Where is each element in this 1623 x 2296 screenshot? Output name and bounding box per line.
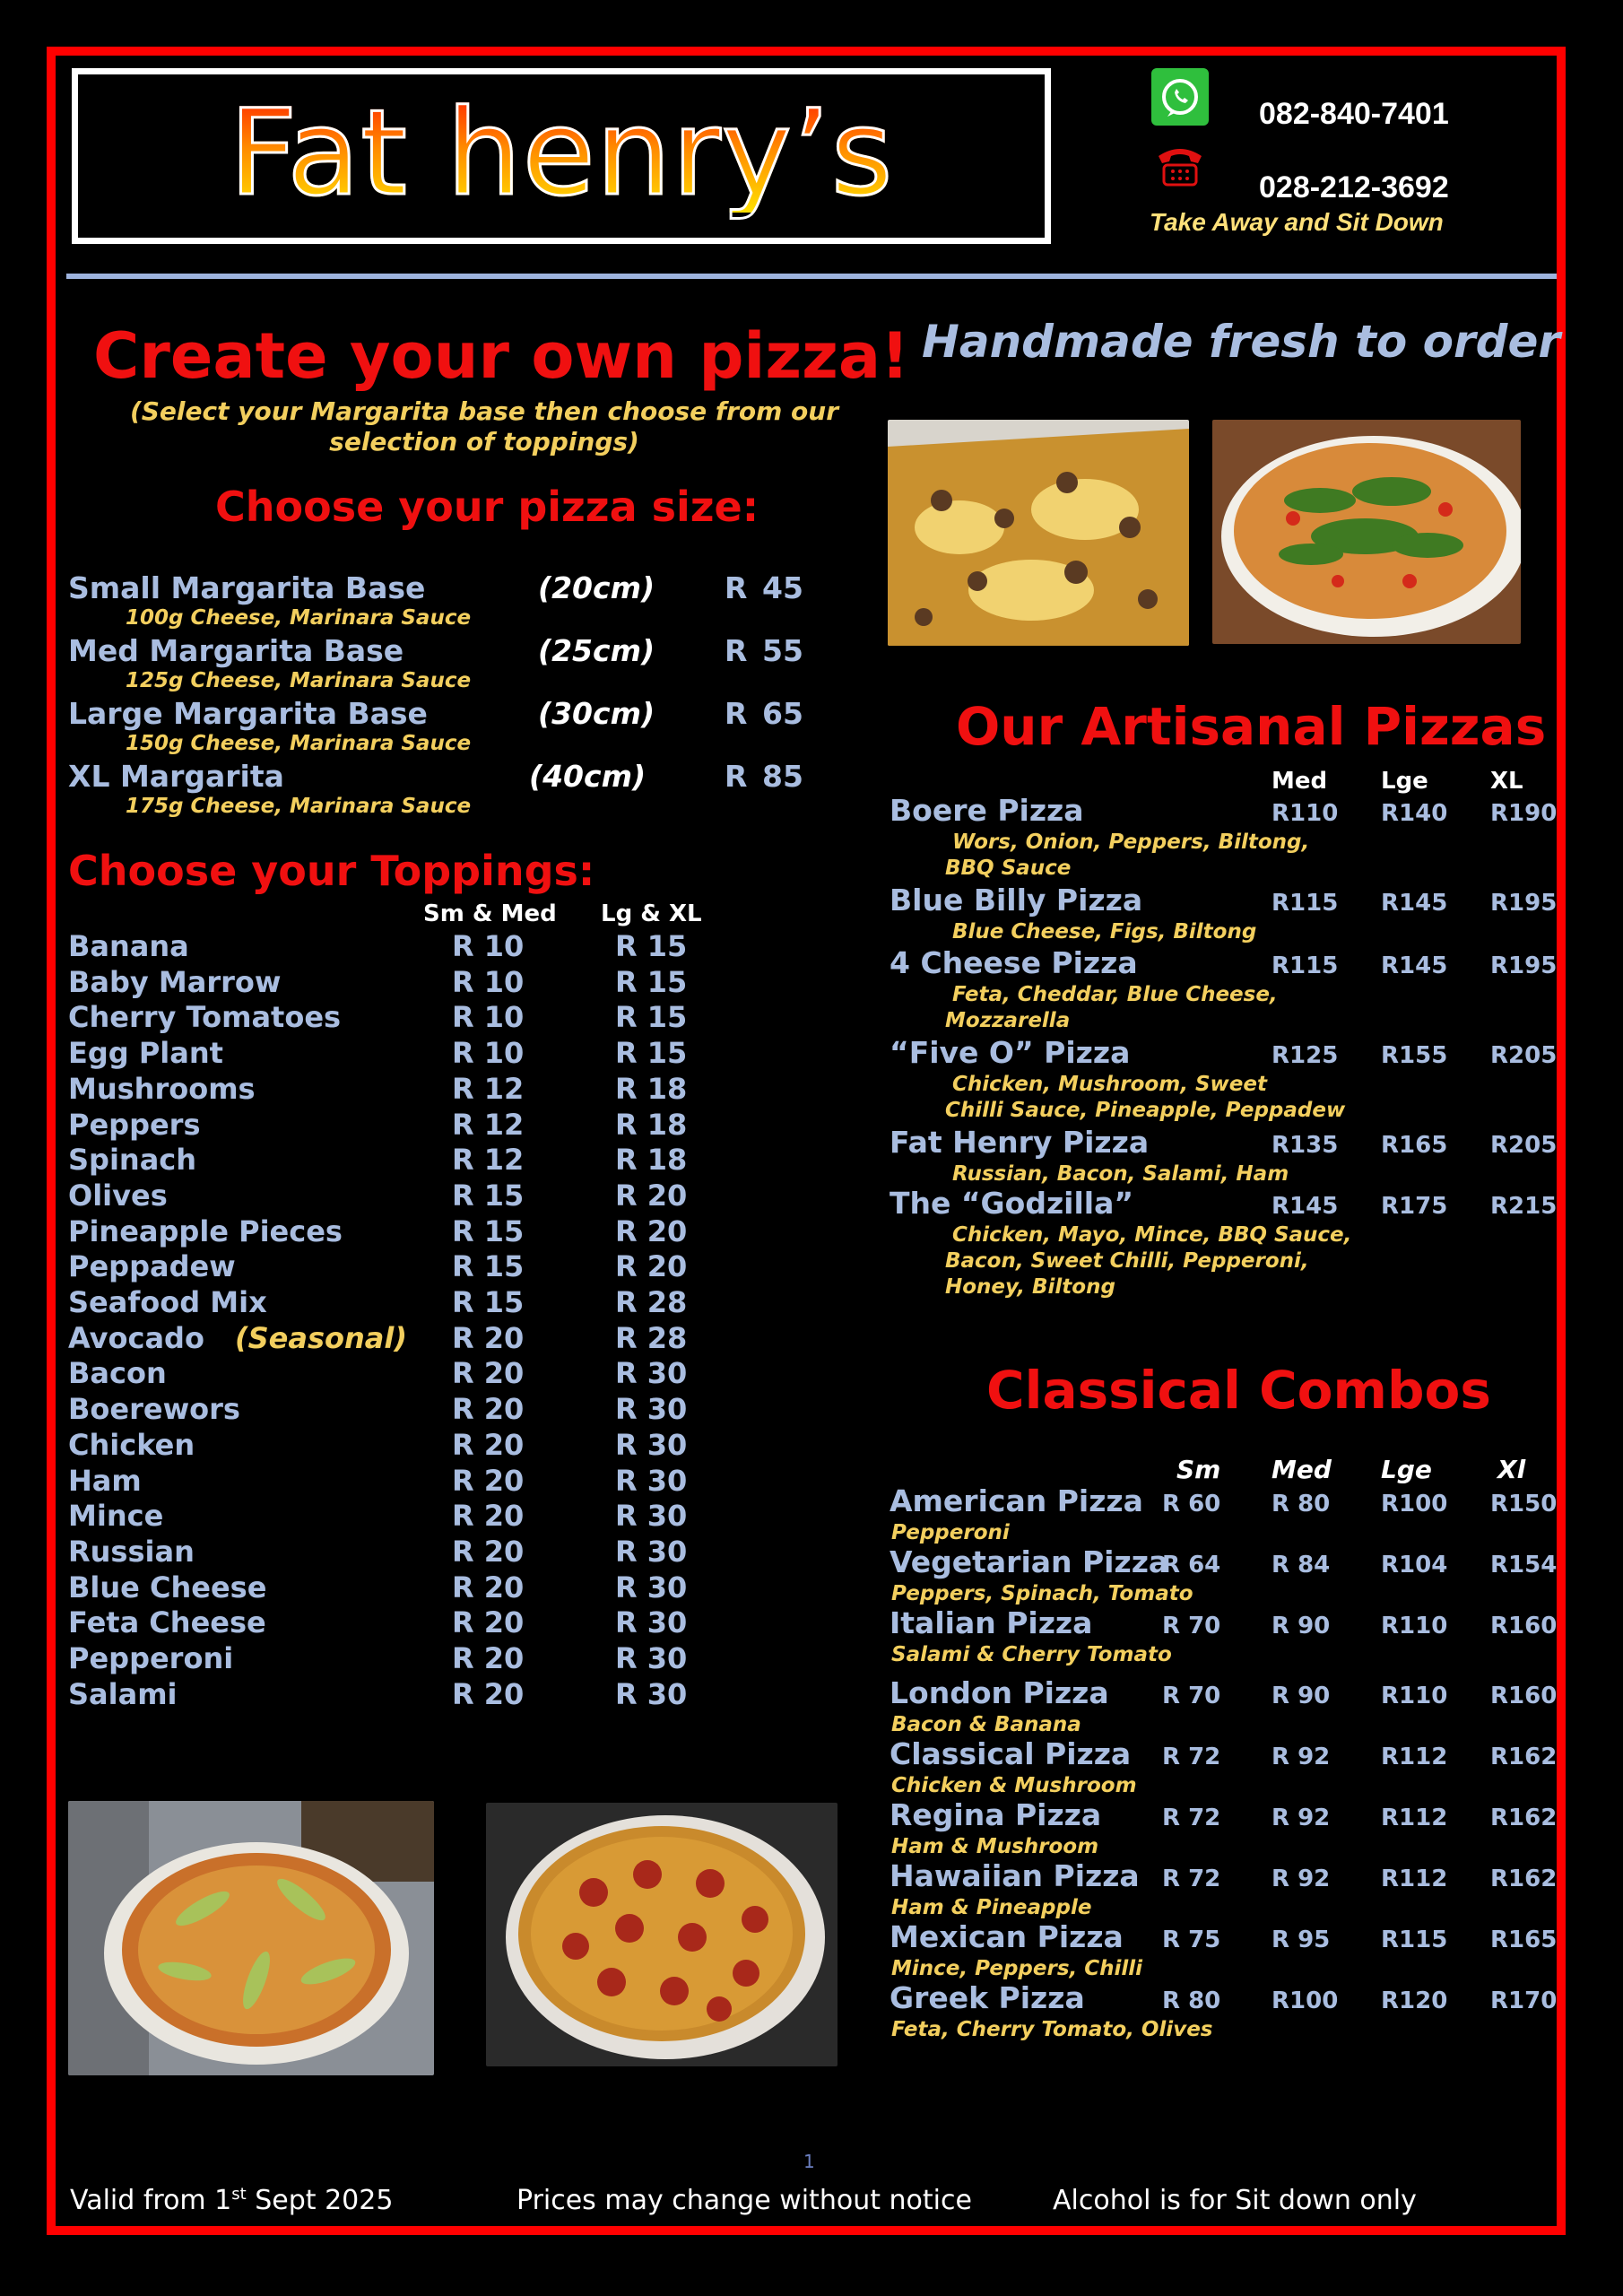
artisanal-pizza-name: Fat Henry Pizza [890,1125,1150,1160]
combo-price-xl: R150 [1490,1491,1558,1518]
artisanal-pizza-description: Honey, Biltong [945,1275,1115,1299]
combos-col-med: Med [1271,1455,1332,1484]
combo-price-xl: R160 [1490,1613,1558,1639]
artisanal-col-med: Med [1271,768,1328,795]
artisanal-price-med: R115 [1271,952,1339,979]
topping-price-small: R 10 [452,1036,525,1071]
topping-price-small: R 10 [452,1000,525,1035]
topping-price-large: R 30 [615,1676,688,1711]
combo-pizza-name: American Pizza [890,1483,1143,1518]
combos-col-xl: Xl [1497,1455,1526,1484]
topping-price-large: R 30 [615,1392,688,1427]
combo-pizza-name: London Pizza [890,1675,1109,1710]
topping-price-small: R 20 [452,1392,525,1427]
combo-price-lge: R110 [1381,1613,1448,1639]
topping-price-large: R 15 [615,1000,688,1035]
combo-pizza-description: Bacon & Banana [891,1713,1081,1736]
topping-price-large: R 18 [615,1071,688,1106]
artisanal-pizza-description: Chilli Sauce, Pineapple, Peppadew [945,1099,1346,1122]
combo-price-xl: R160 [1490,1683,1558,1709]
combo-pizza-name: Italian Pizza [890,1605,1093,1640]
meat-pizza-photo [888,420,1189,646]
artisanal-price-med: R135 [1271,1132,1339,1159]
base-description: 150g Cheese, Marinara Sauce [126,732,472,755]
combo-price-med: R 84 [1271,1552,1331,1578]
topping-name: Spinach [68,1143,197,1178]
artisanal-pizza-description: Blue Cheese, Figs, Biltong [952,920,1257,944]
topping-price-large: R 30 [615,1605,688,1640]
combo-price-med: R 95 [1271,1926,1331,1953]
combo-pizza-name: Hawaiian Pizza [890,1858,1140,1893]
combo-price-sm: R 64 [1162,1552,1221,1578]
combo-price-lge: R112 [1381,1744,1448,1770]
artisanal-price-xl: R195 [1490,952,1558,979]
combo-price-xl: R170 [1490,1987,1558,2014]
combo-price-lge: R112 [1381,1805,1448,1831]
topping-name: Pepperoni [68,1641,234,1675]
topping-name: Ham [68,1463,142,1498]
artisanal-pizza-name: Blue Billy Pizza [890,883,1143,918]
combo-pizza-description: Pepperoni [891,1521,1010,1544]
artisanal-col-xl: XL [1490,768,1523,795]
artisanal-price-med: R115 [1271,890,1339,917]
artisanal-price-med: R110 [1271,800,1339,827]
valid-suffix: Sept 2025 [246,2185,394,2216]
base-currency: R [725,633,748,668]
topping-price-large: R 30 [615,1356,688,1391]
combo-pizza-name: Regina Pizza [890,1797,1102,1832]
base-size: (20cm) [538,570,655,605]
combo-price-med: R 92 [1271,1805,1331,1831]
combo-price-med: R 80 [1271,1491,1331,1518]
topping-price-large: R 30 [615,1641,688,1675]
artisanal-price-med: R125 [1271,1042,1339,1069]
artisanal-price-xl: R205 [1490,1042,1558,1069]
artisanal-col-lge: Lge [1381,768,1428,795]
base-description: 125g Cheese, Marinara Sauce [126,669,472,692]
artisanal-price-lge: R145 [1381,890,1448,917]
toppings-heading: Choose your Toppings: [68,847,595,895]
toppings-col-large: Lg & XL [601,900,702,927]
combo-price-med: R100 [1271,1987,1339,2014]
topping-price-large: R 20 [615,1213,688,1248]
valid-date [70,2185,393,2216]
artisanal-pizza-description: Bacon, Sweet Chilli, Pepperoni, [945,1249,1309,1273]
prices-note: Prices may change without notice [516,2185,972,2216]
topping-price-large: R 18 [615,1107,688,1142]
header-divider [66,274,1557,279]
combo-price-lge: R100 [1381,1491,1448,1518]
combo-price-xl: R154 [1490,1552,1558,1578]
topping-price-small: R 10 [452,964,525,999]
topping-price-large: R 15 [615,1036,688,1071]
topping-name: Chicken [68,1427,195,1462]
base-name: XL Margarita [68,759,284,794]
topping-name: Olives [68,1178,168,1213]
combo-pizza-description: Ham & Mushroom [891,1835,1099,1858]
base-name: Large Margarita Base [68,696,428,731]
topping-price-small: R 15 [452,1213,525,1248]
topping-name: Boerewors [68,1392,240,1427]
pepperoni-pizza-photo [486,1803,838,2066]
combos-col-lge: Lge [1381,1455,1432,1484]
combo-pizza-name: Mexican Pizza [890,1919,1124,1954]
artisanal-price-xl: R215 [1490,1193,1558,1220]
topping-price-large: R 20 [615,1249,688,1284]
topping-price-small: R 12 [452,1107,525,1142]
topping-price-large: R 28 [615,1320,688,1355]
combo-price-xl: R165 [1490,1926,1558,1953]
topping-name: Banana [68,929,189,963]
create-title: Create your own pizza! [93,319,910,393]
base-currency: R [725,696,748,731]
topping-price-small: R 15 [452,1285,525,1319]
topping-price-small: R 20 [452,1534,525,1569]
combo-price-sm: R 72 [1162,1744,1221,1770]
combo-pizza-description: Feta, Cherry Tomato, Olives [891,2018,1213,2041]
artisanal-pizza-description: Chicken, Mushroom, Sweet [952,1073,1267,1096]
artisanal-pizza-description: Chicken, Mayo, Mince, BBQ Sauce, [952,1223,1352,1247]
artisanal-heading: Our Artisanal Pizzas [956,696,1547,757]
artisanal-price-med: R145 [1271,1193,1339,1220]
topping-price-small: R 20 [452,1427,525,1462]
base-size: (30cm) [538,696,655,731]
artisanal-price-lge: R155 [1381,1042,1448,1069]
topping-price-small: R 12 [452,1071,525,1106]
topping-price-large: R 30 [615,1534,688,1569]
base-name: Med Margarita Base [68,633,404,668]
topping-price-small: R 15 [452,1178,525,1213]
combo-pizza-description: Chicken & Mushroom [891,1774,1137,1797]
artisanal-price-lge: R165 [1381,1132,1448,1159]
avocado-pizza-photo [68,1801,434,2075]
artisanal-pizza-name: 4 Cheese Pizza [890,945,1138,980]
combo-price-xl: R162 [1490,1744,1558,1770]
size-heading: Choose your pizza size: [215,483,759,531]
topping-name: Peppers [68,1107,201,1142]
combo-price-sm: R 70 [1162,1683,1221,1709]
base-name: Small Margarita Base [68,570,426,605]
base-price: 85 [762,759,803,794]
create-subtitle-1: (Select your Margarita base then choose from our [129,396,839,426]
base-description: 100g Cheese, Marinara Sauce [126,606,472,630]
topping-price-small: R 15 [452,1249,525,1284]
combo-price-lge: R120 [1381,1987,1448,2014]
topping-name: Salami [68,1676,178,1711]
artisanal-pizza-description: Mozzarella [945,1009,1071,1032]
artisanal-price-lge: R175 [1381,1193,1448,1220]
combo-price-sm: R 72 [1162,1805,1221,1831]
tagline: Take Away and Sit Down [1150,208,1444,236]
topping-price-small: R 20 [452,1605,525,1640]
artisanal-price-xl: R190 [1490,800,1558,827]
valid-prefix: Valid from 1 [70,2185,232,2216]
brand-title: Fat henry’s [229,84,894,222]
combo-price-sm: R 75 [1162,1926,1221,1953]
artisanal-pizza-name: “Five O” Pizza [890,1035,1131,1070]
base-price: 55 [762,633,803,668]
combo-pizza-description: Peppers, Spinach, Tomato [891,1582,1193,1605]
topping-price-large: R 30 [615,1570,688,1605]
artisanal-price-xl: R195 [1490,890,1558,917]
base-price: 45 [762,570,803,605]
topping-name: Mince [68,1499,164,1534]
whatsapp-icon [1151,68,1209,126]
base-size: (25cm) [538,633,655,668]
topping-price-large: R 28 [615,1285,688,1319]
topping-price-large: R 18 [615,1143,688,1178]
topping-name: Bacon [68,1356,167,1391]
combo-price-xl: R162 [1490,1866,1558,1892]
combo-price-sm: R 80 [1162,1987,1221,2014]
combo-pizza-name: Classical Pizza [890,1736,1132,1771]
telephone-icon [1153,144,1207,190]
page-number: 1 [803,2151,815,2172]
handmade-heading: Handmade fresh to order [922,316,1561,368]
combo-price-sm: R 70 [1162,1613,1221,1639]
topping-name: Avocado [68,1320,204,1355]
whatsapp-number: 082-840-7401 [1259,97,1449,131]
topping-price-small: R 12 [452,1143,525,1178]
combo-price-lge: R104 [1381,1552,1448,1578]
topping-name: Egg Plant [68,1036,223,1071]
combo-price-sm: R 72 [1162,1866,1221,1892]
topping-price-large: R 30 [615,1499,688,1534]
artisanal-price-lge: R140 [1381,800,1448,827]
topping-name: Baby Marrow [68,964,282,999]
artisanal-pizza-name: Boere Pizza [890,793,1084,828]
topping-price-small: R 20 [452,1499,525,1534]
create-subtitle-2: selection of toppings) [329,427,639,457]
topping-price-large: R 30 [615,1427,688,1462]
base-currency: R [725,759,748,794]
alcohol-note: Alcohol is for Sit down only [1053,2185,1417,2216]
combos-col-sm: Sm [1176,1455,1221,1484]
topping-price-small: R 20 [452,1641,525,1675]
base-currency: R [725,570,748,605]
combo-price-med: R 90 [1271,1613,1331,1639]
artisanal-price-lge: R145 [1381,952,1448,979]
artisanal-pizza-description: BBQ Sauce [945,857,1072,880]
artisanal-pizza-description: Wors, Onion, Peppers, Biltong, [952,831,1310,854]
topping-price-small: R 20 [452,1356,525,1391]
topping-price-small: R 20 [452,1320,525,1355]
combo-price-lge: R112 [1381,1866,1448,1892]
topping-name: Blue Cheese [68,1570,267,1605]
topping-name: Cherry Tomatoes [68,1000,342,1035]
brand-box [72,68,1051,244]
combo-price-xl: R162 [1490,1805,1558,1831]
combo-price-med: R 92 [1271,1866,1331,1892]
topping-price-large: R 20 [615,1178,688,1213]
artisanal-pizza-name: The “Godzilla” [890,1186,1134,1221]
artisanal-pizza-description: Russian, Bacon, Salami, Ham [952,1162,1289,1186]
topping-price-small: R 10 [452,929,525,963]
artisanal-pizza-description: Feta, Cheddar, Blue Cheese, [952,983,1278,1006]
combo-price-lge: R115 [1381,1926,1448,1953]
topping-name: Russian [68,1534,195,1569]
combo-pizza-description: Salami & Cherry Tomato [891,1643,1172,1666]
combo-pizza-description: Ham & Pineapple [891,1896,1092,1919]
combo-price-lge: R110 [1381,1683,1448,1709]
artisanal-price-xl: R205 [1490,1132,1558,1159]
combo-pizza-description: Mince, Peppers, Chilli [891,1957,1143,1980]
combo-price-sm: R 60 [1162,1491,1221,1518]
combos-heading: Classical Combos [986,1360,1491,1421]
landline-number: 028-212-3692 [1259,170,1449,204]
topping-price-large: R 15 [615,929,688,963]
topping-name: Mushrooms [68,1071,256,1106]
topping-name: Feta Cheese [68,1605,266,1640]
topping-name: Pineapple Pieces [68,1213,343,1248]
valid-sup: st [231,2185,247,2204]
toppings-col-small: Sm & Med [423,900,557,927]
combo-price-med: R 92 [1271,1744,1331,1770]
topping-name: Seafood Mix [68,1285,267,1319]
combo-pizza-name: Greek Pizza [890,1980,1085,2015]
topping-price-small: R 20 [452,1570,525,1605]
combo-pizza-name: Vegetarian Pizza [890,1544,1169,1579]
topping-name: Peppadew [68,1249,236,1284]
topping-price-large: R 15 [615,964,688,999]
base-description: 175g Cheese, Marinara Sauce [126,795,472,818]
topping-price-small: R 20 [452,1463,525,1498]
topping-price-small: R 20 [452,1676,525,1711]
combo-price-med: R 90 [1271,1683,1331,1709]
seasonal-note: (Seasonal) [235,1320,407,1355]
base-price: 65 [762,696,803,731]
rocket-pizza-photo [1212,420,1521,644]
topping-price-large: R 30 [615,1463,688,1498]
base-size: (40cm) [529,759,647,794]
